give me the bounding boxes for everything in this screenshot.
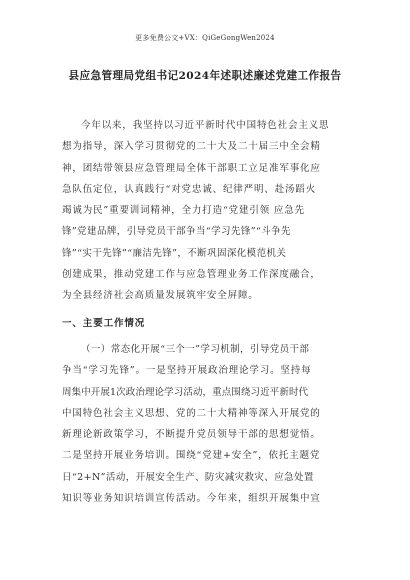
body-line: 竭诚为民”重要训词精神，全力打造“党建引领 应急先 <box>62 205 305 217</box>
body-line: 急队伍定位，认真践行“对党忠诚、纪律严明、赴汤蹈火 <box>62 183 317 195</box>
body-line: 为全县经济社会高质量发展筑牢安全屏障。 <box>62 290 259 302</box>
body-line: 创建成果，推动党建工作与应急管理业务工作深度融合， <box>62 269 321 281</box>
header-watermark: 更多免费公文+VX：QiGeGongWen2024 <box>135 34 275 42</box>
section-heading: 一、主要工作情况 <box>62 317 146 329</box>
document-title: 县应急管理局党组书记2024年述职述廉述党建工作报告 <box>68 70 342 82</box>
body-line: 今年以来，我坚持以习近平新时代中国特色社会主义思 <box>81 120 330 131</box>
body-line: 神，团结带领县应急管理局全体干部职工立足准军事化应 <box>62 162 321 174</box>
body-line: 周集中开展1次政治理论学习活动，重点围绕习近平新时代 <box>62 386 309 398</box>
body-line: 锋”党建品牌，引导党员干部争当“学习先锋”“斗争先 <box>62 226 291 238</box>
body-line: 新理论新政策学习，不断提升党员领导干部的思想觉悟。 <box>62 429 321 441</box>
body-line: （一）常态化开展“三个一”学习机制，引导党员干部 <box>81 343 310 355</box>
body-line: 二是坚持开展业务培训。围绕“党建+安全”，依托主题党 <box>62 450 321 462</box>
document-body <box>62 115 352 509</box>
body-line: 争当“学习先锋”。一是坚持开展政治理论学习。坚持每 <box>62 365 312 377</box>
body-line: 日“2+N”活动，开展安全生产、防灾减灾救灾、应急处置 <box>62 471 314 483</box>
body-line: 中国特色社会主义思想、党的二十大精神等深入开展党的 <box>62 407 321 419</box>
body-line: 锋”“实干先锋”“廉洁先锋”，不断巩固深化模范机关 <box>62 247 287 259</box>
body-line: 想为指导，深入学习贯彻党的二十大及二十届三中全会精 <box>62 141 321 153</box>
body-line: 知识等业务知识培训宣传活动。今年来，组织开展集中宣 <box>62 493 321 505</box>
